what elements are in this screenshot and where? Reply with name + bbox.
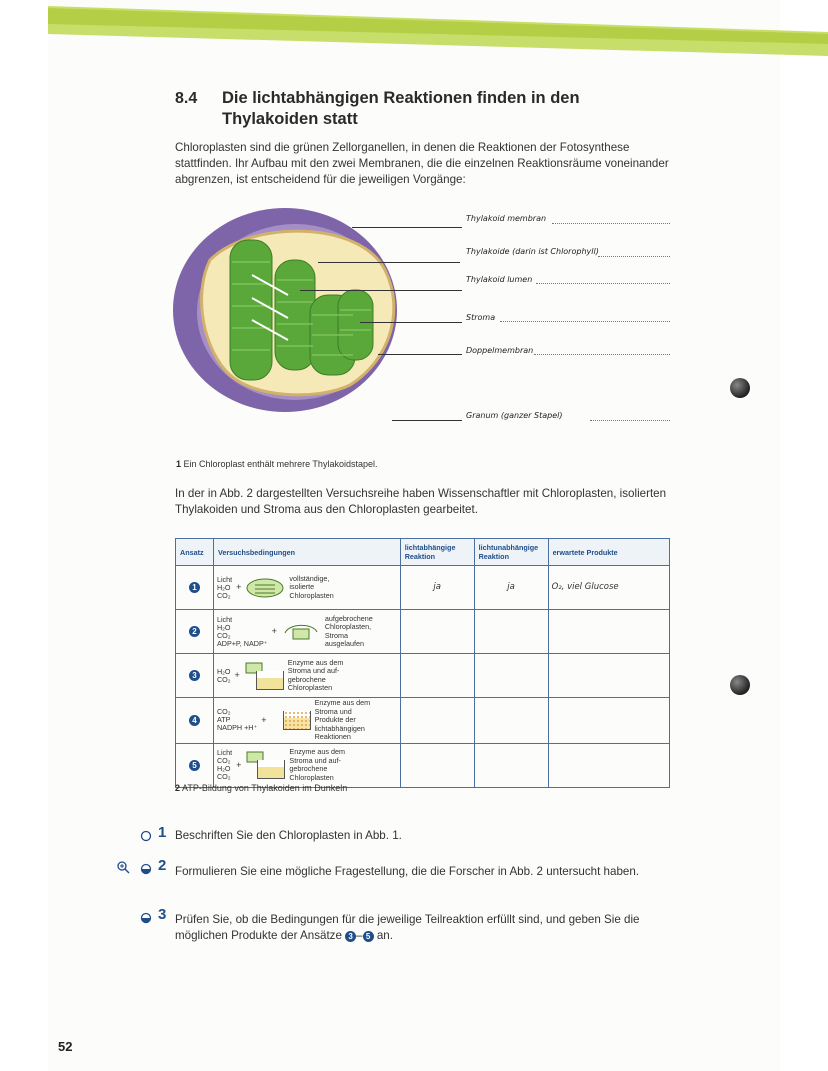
range-start-badge: 3 <box>345 931 356 942</box>
chloroplast-icon <box>245 577 285 599</box>
broken-chloroplast-icon <box>281 621 321 643</box>
vial-icon <box>257 760 285 779</box>
light-cell[interactable] <box>400 610 474 654</box>
range-end-badge: 5 <box>363 931 374 942</box>
intro-paragraph: Chloroplasten sind die grünen Zellorganellen, in denen die Reaktionen der Fotosynthese stattfinden. Ihr Aufbau mit den zwei Membranen, die die einzelnen Reaktionsräume voneinander abgrenzen, ist entscheidend für die jeweiligen Vorgänge: <box>175 141 669 186</box>
condition: Licht <box>216 574 233 584</box>
label-line-5 <box>378 354 462 355</box>
col-header-produkte: erwartete Produkte <box>548 539 669 566</box>
experiment-paragraph: In der in Abb. 2 dargestellten Versuchsreihe haben Wissenschaftler mit Chloroplasten, isolierten Thylakoiden und Stroma aus den Chloroplasten gearbeitet. <box>175 487 667 516</box>
header-band <box>48 4 828 56</box>
section-number: 8.4 <box>175 90 198 107</box>
vial-icon <box>283 711 311 730</box>
conditions-cell: CO₂ ATP NADPH +H⁺ + Enzyme aus dem Stroma und Produkte der lichtabhängigen Reaktionen <box>213 698 400 744</box>
label-stroma: Stroma <box>466 313 496 322</box>
condition: CO₂ <box>216 756 231 765</box>
col-header-lichtabhaengig: lichtabhängige Reaktion <box>400 539 474 566</box>
task-3-text: Prüfen Sie, ob die Bedingungen für die jeweilige Teilreaktion erfüllt sind, und geben Sie die möglichen Produkte der Ansätze <box>175 913 640 942</box>
row-number-badge: 3 <box>189 670 200 681</box>
dotted-line-3 <box>536 283 670 284</box>
task-text <box>175 912 665 944</box>
condition-description: Enzyme aus dem Stroma und Produkte der lichtabhängigen Reaktionen <box>314 698 371 741</box>
task-text: Beschriften Sie den Chloroplasten in Abb. 1. <box>175 829 402 842</box>
conditions-cell: Licht H₂O CO₂ + vollständige, isolierte Chloroplasten <box>213 566 400 610</box>
condition-description: Enzyme aus dem Stroma und auf- gebrochene Chloroplasten <box>289 747 345 782</box>
row-number-badge: 4 <box>189 715 200 726</box>
row-number-cell <box>176 610 214 654</box>
vial-icon <box>256 671 284 690</box>
figure1-caption-number: 1 <box>176 459 182 469</box>
condition: H₂O <box>216 622 231 632</box>
dark-cell[interactable] <box>474 566 548 610</box>
condition: H₂O <box>216 582 231 592</box>
table-row <box>176 698 670 744</box>
punch-hole <box>730 378 750 398</box>
conditions-cell: Licht CO₂ H₂O CO₂ + Enzyme aus dem Stroma und auf- gebrochene Chloroplasten <box>213 743 400 787</box>
condition: CO₂ <box>216 707 231 717</box>
condition-description: vollständige, isolierte Chloroplasten <box>289 573 334 600</box>
condition: CO₂ <box>216 630 231 640</box>
products-cell[interactable] <box>548 743 669 787</box>
products-cell[interactable] <box>548 698 669 744</box>
light-answer: ja <box>433 582 441 593</box>
dark-cell[interactable] <box>474 743 548 787</box>
dotted-line-1 <box>552 223 670 224</box>
light-cell[interactable] <box>400 566 474 610</box>
products-answer: O₂, viel Glucose <box>551 582 619 593</box>
dark-cell[interactable] <box>474 610 548 654</box>
dark-cell[interactable] <box>474 654 548 698</box>
figure2-caption-number: 2 <box>175 783 181 793</box>
dark-cell[interactable] <box>474 698 548 744</box>
condition: Licht <box>216 614 233 624</box>
figure2-caption-text: ATP-Bildung von Thylakoiden im Dunkeln <box>182 783 348 793</box>
table-row <box>176 566 670 610</box>
chloroplast-illustration <box>170 200 680 460</box>
figure1-caption-text: Ein Chloroplast enthält mehrere Thylakoidstapel. <box>183 459 378 469</box>
label-line-1 <box>352 227 462 228</box>
stroma-vial-icon <box>245 750 285 780</box>
row-number-cell <box>176 566 214 610</box>
task-3-suffix: an. <box>376 929 393 942</box>
task-number: 1 <box>158 824 167 841</box>
condition: H₂O <box>216 666 231 676</box>
difficulty-medium-icon <box>140 912 152 924</box>
task-number: 3 <box>158 906 167 923</box>
row-number-cell <box>176 743 214 787</box>
condition: CO₂ <box>216 674 231 684</box>
condition: CO₂ <box>216 590 231 600</box>
label-thylakoid-membrane: Thylakoid membran <box>466 214 547 223</box>
col-header-lichtunabhaengig: lichtunabhängige Reaktion <box>474 539 548 566</box>
condition: ADP+P, NADP⁺ <box>216 638 268 648</box>
experiment-table <box>175 538 670 788</box>
stroma-vial-icon <box>244 661 284 691</box>
condition: NADPH +H⁺ <box>216 723 258 733</box>
task-number: 2 <box>158 857 167 874</box>
table-row <box>176 610 670 654</box>
products-cell[interactable] <box>548 610 669 654</box>
label-thylakoide: Thylakoide (darin ist Chlorophyll) <box>466 247 599 256</box>
punch-hole <box>730 675 750 695</box>
label-granum: Granum (ganzer Stapel) <box>466 411 563 420</box>
condition: CO₂ <box>216 772 231 781</box>
products-cell[interactable] <box>548 654 669 698</box>
label-line-6 <box>392 420 462 421</box>
light-cell[interactable] <box>400 698 474 744</box>
table-row <box>176 654 670 698</box>
row-number-badge: 5 <box>189 760 200 771</box>
conditions-cell: H₂O CO₂ + Enzyme aus dem Stroma und auf- gebrochene Chloroplasten <box>213 654 400 698</box>
dotted-line-5 <box>534 354 670 355</box>
difficulty-medium-icon <box>140 863 152 875</box>
condition: Licht <box>216 748 233 757</box>
dotted-line-4 <box>500 321 670 322</box>
task-text: Formulieren Sie eine mögliche Fragestellung, die die Forscher in Abb. 2 untersucht haben. <box>175 865 640 878</box>
figure1-caption <box>176 459 377 469</box>
label-line-3 <box>300 290 462 291</box>
dotted-line-2 <box>598 256 670 257</box>
dotted-line-6 <box>590 420 670 421</box>
col-header-ansatz: Ansatz <box>176 539 214 566</box>
row-number-cell <box>176 654 214 698</box>
section-title: Die lichtabhängigen Reaktionen finden in den Thylakoiden statt <box>222 89 580 128</box>
difficulty-easy-icon <box>140 830 152 842</box>
row-number-badge: 2 <box>189 626 200 637</box>
col-header-bedingungen: Versuchsbedingungen <box>213 539 400 566</box>
products-cell[interactable] <box>548 566 669 610</box>
row-number-cell <box>176 698 214 744</box>
label-line-2 <box>318 262 460 263</box>
table-header-row <box>176 539 670 566</box>
row-number-badge: 1 <box>189 582 200 593</box>
range-separator: – <box>356 929 363 942</box>
conditions-cell: Licht H₂O CO₂ ADP+P, NADP⁺ + aufgebrochene Chloroplasten, Stroma ausgelaufen <box>213 610 400 654</box>
table-row <box>176 743 670 787</box>
condition: ATP <box>216 715 231 725</box>
light-cell[interactable] <box>400 743 474 787</box>
label-line-4 <box>360 322 462 323</box>
dark-answer: ja <box>507 582 515 593</box>
page-number: 52 <box>58 1039 73 1054</box>
label-thylakoid-lumen: Thylakoid lumen <box>466 275 533 284</box>
magnifier-icon <box>116 860 130 874</box>
light-cell[interactable] <box>400 654 474 698</box>
figure2-caption <box>175 783 347 793</box>
condition-description: Enzyme aus dem Stroma und auf- gebrochene Chloroplasten <box>287 657 344 692</box>
condition-description: aufgebrochene Chloroplasten, Stroma ausgelaufen <box>324 613 373 648</box>
label-doppelmembran: Doppelmembran <box>466 346 534 355</box>
condition: H₂O <box>216 764 231 773</box>
